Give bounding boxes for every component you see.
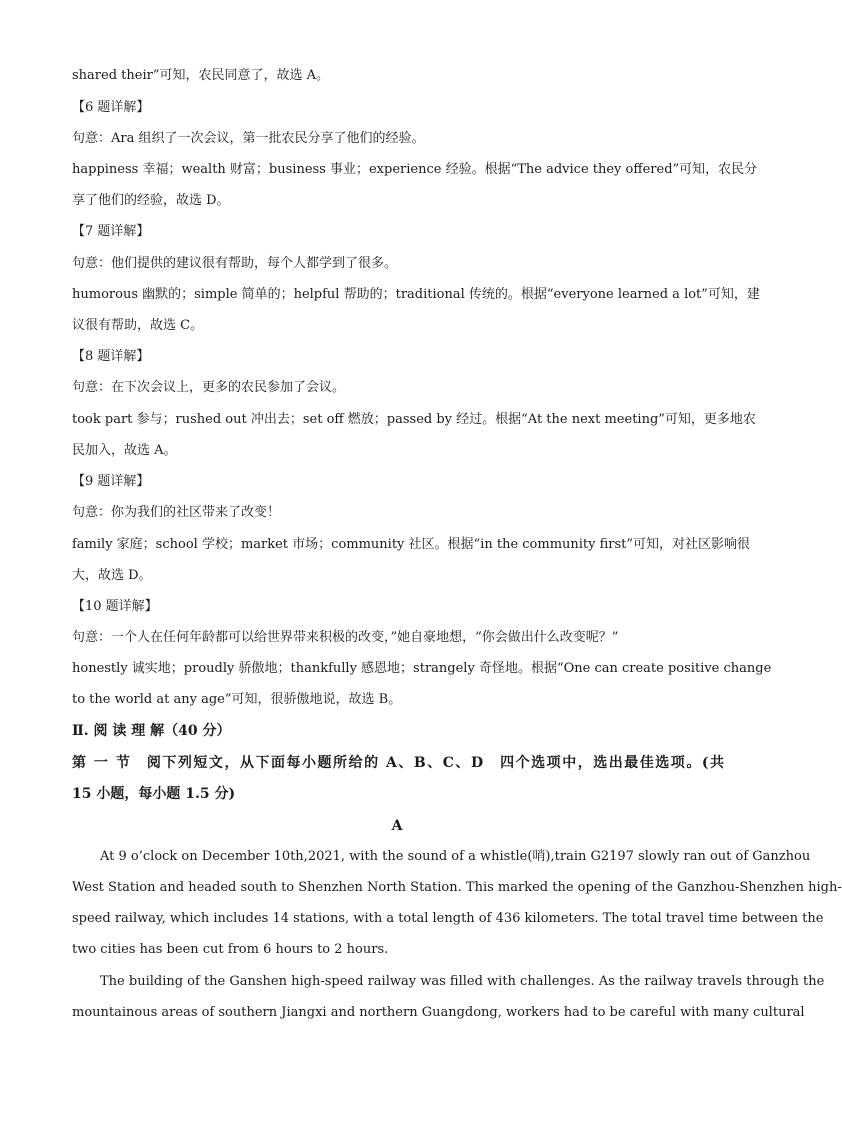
text-line: 句意：你为我们的社区带来了改变！ — [72, 505, 281, 520]
text-line: 句意：Ara 组织了一次会议，第一批农民分享了他们的经验。 — [72, 131, 425, 146]
text-line: 议很有帮助，故选 C。 — [72, 318, 204, 333]
passage-line: two cities has been cut from 6 hours to 2 hours. — [72, 942, 389, 957]
part-heading: Ⅱ. 阅 读 理 解（40 分） — [72, 723, 231, 739]
passage-line: At 9 o’clock on December 10th,2021, with the sound of a whistle(哨),train G2197 slowly ran out of Ganzhou — [100, 849, 811, 864]
text-line: 句意：一个人在任何年龄都可以给世界带来积极的改变，”她自豪地想，“你会做出什么改变呢？” — [72, 630, 619, 645]
text-line: humorous 幽默的；simple 简单的；helpful 帮助的；traditional 传统的。根据“everyone learned a lot”可知，建 — [72, 287, 760, 302]
text-line: 民加入，故选 A。 — [72, 443, 177, 458]
text-line: shared their”可知，农民同意了，故选 A。 — [72, 68, 329, 83]
text-line: 享了他们的经验，故选 D。 — [72, 193, 230, 208]
text-line: 大，故选 D。 — [72, 568, 152, 583]
text-line: 句意：他们提供的建议很有帮助，每个人都学到了很多。 — [72, 256, 398, 271]
section-heading: 【9 题详解】 — [72, 474, 150, 489]
text-line: to the world at any age”可知，很骄傲地说，故选 B。 — [72, 692, 402, 707]
instruction-line: 15 小题，每小题 1.5 分) — [72, 786, 236, 802]
section-heading: 【10 题详解】 — [72, 599, 158, 614]
section-heading: 【6 题详解】 — [72, 100, 150, 115]
passage-line: West Station and headed south to Shenzhen North Station. This marked the opening of the Ganzhou-Shenzhen high- — [72, 880, 842, 895]
text-line: happiness 幸福；wealth 财富；business 事业；experience 经验。根据“The advice they offered”可知，农民分 — [72, 162, 758, 177]
passage-line: mountainous areas of southern Jiangxi and northern Guangdong, workers had to be careful with many cultural — [72, 1005, 805, 1020]
passage-line: speed railway, which includes 14 stations, with a total length of 436 kilometers. The total travel time between the — [72, 911, 824, 926]
section-heading: 【7 题详解】 — [72, 224, 150, 239]
text-line: honestly 诚实地；proudly 骄傲地；thankfully 感恩地；strangely 奇怪地。根据“One can create positive change — [72, 661, 772, 676]
passage-line: The building of the Ganshen high-speed railway was filled with challenges. As the railway travels through the — [100, 974, 825, 989]
section-heading: 【8 题详解】 — [72, 349, 150, 364]
instruction-line: 第 一 节 阅下列短文，从下面每小题所给的 A、B、C、D 四个选项中，选出最佳选项。(共 — [72, 755, 724, 771]
text-line: family 家庭；school 学校；market 市场；community 社区。根据“in the community first”可知，对社区影响很 — [72, 537, 751, 552]
passage-title: A — [391, 818, 403, 834]
text-line: 句意：在下次会议上，更多的农民参加了会议。 — [72, 380, 346, 395]
text-line: took part 参与；rushed out 冲出去；set off 燃放；passed by 经过。根据“At the next meeting”可知，更多地农 — [72, 412, 756, 427]
